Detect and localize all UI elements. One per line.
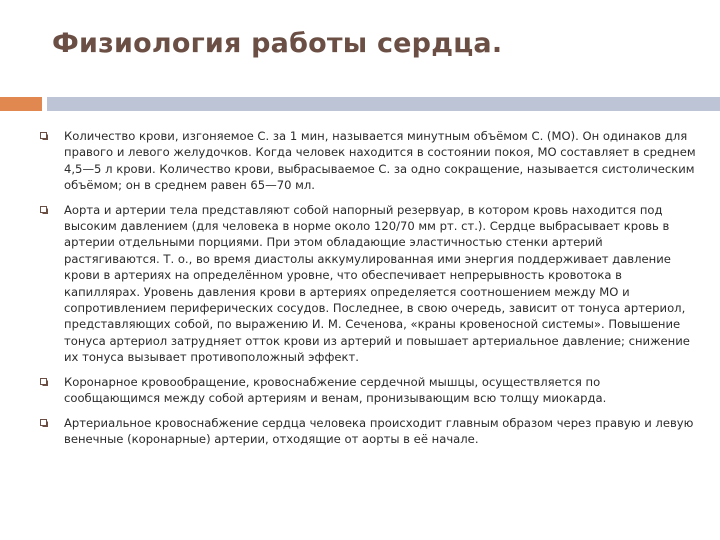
bullet-list <box>40 128 698 455</box>
bullet-item <box>40 415 698 448</box>
bullet-item <box>40 374 698 407</box>
box-bullet-icon <box>40 419 49 428</box>
bullet-text: Артериальное кровоснабжение сердца человека происходит главным образом через правую и левую венечные (коронарные) артерии, отходящие от аорты в её начале. <box>64 415 694 446</box>
slide-title: Физиология работы сердца. <box>52 28 503 59</box>
bullet-text: Количество крови, изгоняемое С. за 1 мин, называется минутным объёмом С. (МО). Он одинаков для правого и левого желудочков. Когда человек находится в состоянии покоя, МО составляет в среднем 4,5—5 л крови. Количество крови, выбрасываемое С. за одно сокращение, называется систолическим объёмом; он в среднем равен 65—70 мл. <box>64 129 696 193</box>
accent-bar <box>0 97 42 111</box>
bullet-item <box>40 202 698 366</box>
title-divider-bar <box>47 97 720 111</box>
bullet-item <box>40 128 698 194</box>
bullet-text: Аорта и артерии тела представляют собой напорный резервуар, в котором кровь находится под высоким давлением (для человека в норме около 120/70 мм рт. ст.). Сердце выбрасывает кровь в артерии отдельными порциями. При этом обладающие эластичностью стенки артерий растягиваются. Т. о., во время диастолы аккумулированная ими энергия поддерживает давление крови в артериях на определённом уровне, что обеспечивает непрерывность кровотока в капиллярах. Уровень давления крови в артериях определяется соотношением между МО и сопротивлением периферических сосудов. Последнее, в свою очередь, зависит от тонуса артериол, представляющих собой, по выражению И. М. Сеченова, «краны кровеносной системы». Повышение тонуса артериол затрудняет отток крови из артерий и повышает артериальное давление; снижение их тонуса вызывает противоположный эффект. <box>64 202 690 365</box>
box-bullet-icon <box>40 132 49 141</box>
box-bullet-icon <box>40 378 49 387</box>
box-bullet-icon <box>40 206 49 215</box>
bullet-text: Коронарное кровообращение, кровоснабжение сердечной мышцы, осуществляется по сообщающимся между собой артериям и венам, пронизывающим всю толщу миокарда. <box>64 374 607 406</box>
